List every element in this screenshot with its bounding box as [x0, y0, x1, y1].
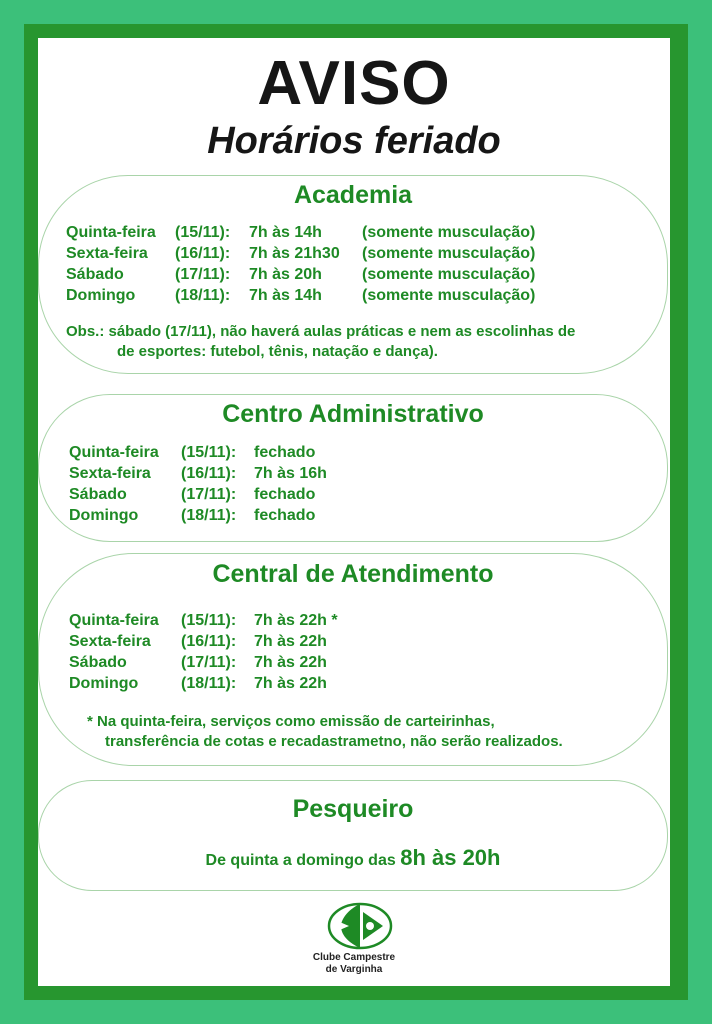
centro-admin-title: Centro Administrativo	[222, 400, 484, 428]
pesqueiro-hours	[39, 845, 667, 871]
row-day: Domingo	[69, 675, 139, 692]
row-time: 7h às 20h	[249, 266, 322, 283]
row-note: (somente musculação)	[362, 245, 536, 262]
row-day: Domingo	[66, 287, 136, 304]
row-day: Sexta-feira	[66, 245, 148, 262]
academia-obs-line2: de esportes: futebol, tênis, natação e dança).	[117, 343, 438, 360]
central-note-line1: * Na quinta-feira, serviços como emissão de carteirinhas,	[87, 713, 495, 730]
row-note: (somente musculação)	[362, 266, 536, 283]
notice-sheet	[38, 38, 670, 986]
row-day: Sexta-feira	[69, 633, 151, 650]
pesqueiro-text-hours: 8h às 20h	[400, 845, 501, 870]
row-note: (somente musculação)	[362, 287, 536, 304]
pesqueiro-text-prefix: De quinta a domingo das	[205, 852, 401, 869]
logo-text-line1: Clube Campestre	[312, 952, 396, 963]
row-date: (16/11):	[175, 245, 231, 262]
logo-text-line2: de Varginha	[325, 964, 383, 975]
row-date: (16/11):	[181, 633, 237, 650]
central-title: Central de Atendimento	[212, 560, 494, 588]
row-time: fechado	[254, 444, 316, 461]
row-time: 7h às 14h	[249, 224, 322, 241]
row-time: 7h às 21h30	[249, 245, 340, 262]
club-logo-icon	[327, 902, 393, 950]
row-date: (15/11):	[181, 612, 237, 629]
notice-title: AVISO	[257, 49, 451, 118]
row-day: Quinta-feira	[69, 444, 159, 461]
central-note-line2: transferência de cotas e recadastrametno, não serão realizados.	[105, 733, 563, 750]
row-time: 7h às 16h	[254, 465, 327, 482]
row-date: (18/11):	[181, 675, 237, 692]
row-day: Domingo	[69, 507, 139, 524]
row-date: (18/11):	[175, 287, 231, 304]
academia-obs-line1: Obs.: sábado (17/11), não haverá aulas práticas e nem as escolinhas de	[66, 323, 576, 340]
panel-academia	[38, 175, 668, 374]
row-time: 7h às 22h	[254, 633, 327, 650]
row-day: Sábado	[69, 654, 127, 671]
row-day: Sábado	[66, 266, 124, 283]
row-time: 7h às 22h	[254, 675, 327, 692]
row-date: (17/11):	[181, 654, 237, 671]
row-time: fechado	[254, 507, 316, 524]
panel-central-atendimento	[38, 553, 668, 766]
academia-title: Academia	[293, 181, 413, 209]
row-day: Sexta-feira	[69, 465, 151, 482]
row-time: 7h às 22h *	[254, 612, 338, 629]
notice-subtitle: Horários feriado	[207, 120, 501, 162]
row-date: (18/11):	[181, 507, 237, 524]
pesqueiro-title: Pesqueiro	[292, 795, 414, 823]
row-time: 7h às 14h	[249, 287, 322, 304]
row-time: 7h às 22h	[254, 654, 327, 671]
row-date: (15/11):	[175, 224, 231, 241]
panel-centro-administrativo	[38, 394, 668, 542]
row-date: (17/11):	[181, 486, 237, 503]
row-day: Quinta-feira	[69, 612, 159, 629]
row-date: (17/11):	[175, 266, 231, 283]
panel-pesqueiro	[38, 780, 668, 891]
row-date: (16/11):	[181, 465, 237, 482]
row-note: (somente musculação)	[362, 224, 536, 241]
row-date: (15/11):	[181, 444, 237, 461]
row-day: Quinta-feira	[66, 224, 156, 241]
row-time: fechado	[254, 486, 316, 503]
row-day: Sábado	[69, 486, 127, 503]
